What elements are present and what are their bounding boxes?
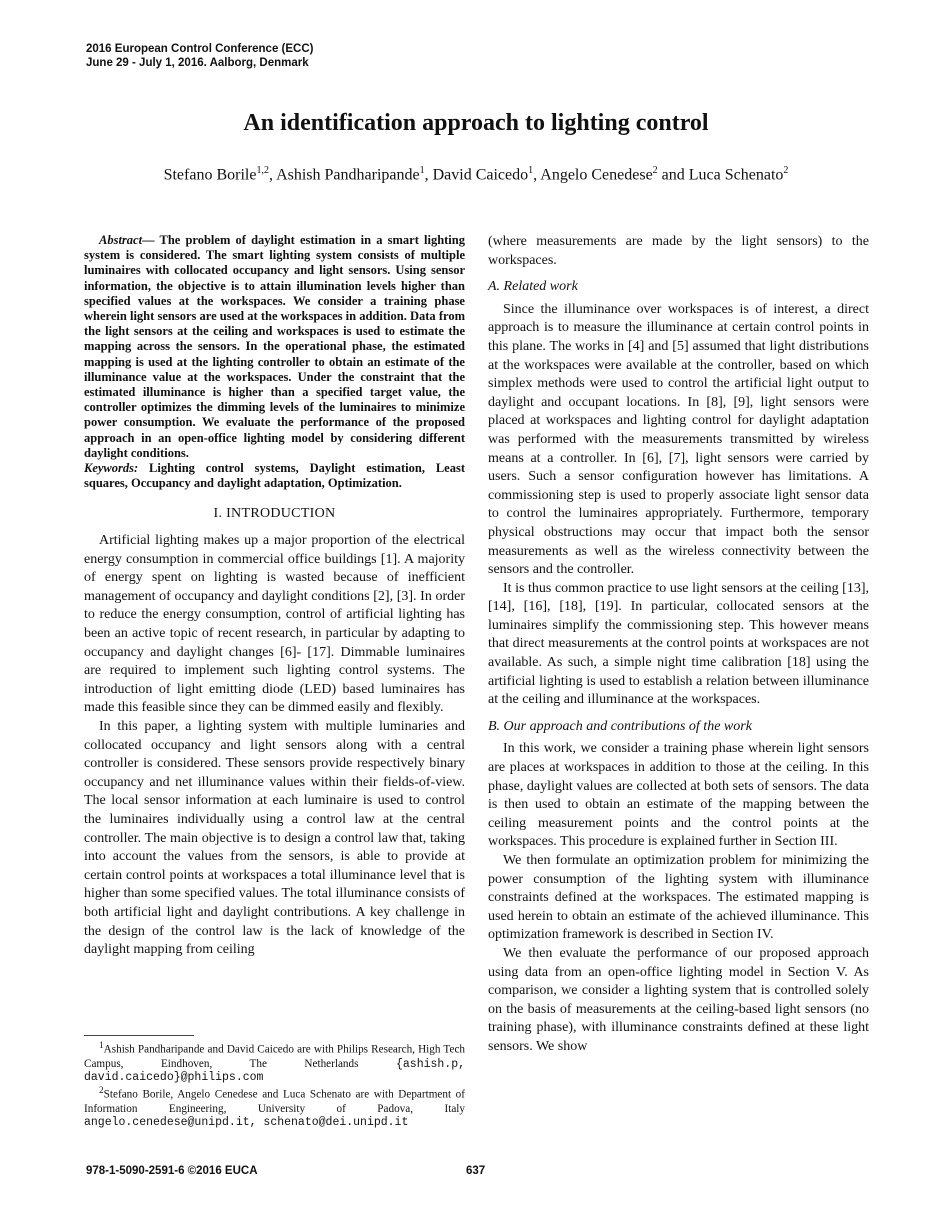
author-2-affil: 1 (419, 165, 425, 176)
section-heading-approach: B. Our approach and contributions of the work (488, 718, 752, 734)
section-heading-related-work: A. Related work (488, 279, 578, 295)
footnote-rule (84, 1035, 194, 1036)
author-1-affil: 1,2 (256, 165, 269, 176)
keywords (84, 461, 465, 491)
approach-paragraph-1: In this work, we consider a training phase wherein light sensors are places at workspaces in addition to those at the ceiling. In this phase, daylight values are collected at both sets of sensors. The data is then used to obtain an estimate of the mapping between the ceiling measurement points and the control points at the workspaces. This procedure is explained further in Section III. (488, 741, 869, 850)
author-1: Stefano Borile (163, 166, 257, 184)
left-column (84, 233, 465, 960)
author-sep: , (424, 166, 433, 184)
intro-paragraph-2-cont: (where measurements are made by the light sensors) to the workspaces. (488, 234, 869, 268)
footnote-1-mark: 1 (99, 1041, 104, 1051)
abstract-text: — The problem of daylight estimation in a smart lighting system is considered. The smart lighting system consists of multiple luminaires with collocated occupancy and light sensors. Using sensor information, the objective is to attain illumination levels higher than specified values at the workspaces. We consider a training phase wherein light sensors are used at the workspaces in addition. Data from the light sensors at the ceiling and workspaces is used to estimate the mapping across the sensors. In the operational phase, the estimated mapping is used at the lighting controller to obtain an estimate of the illuminance value at the workspaces. Under the constraint that the estimated illuminance is higher than a specified target value, the controller optimizes the dimming levels of the luminaires to minimize power consumption. We evaluate the performance of the proposed approach in an open-office lighting model by considering different daylight conditions. (84, 233, 465, 460)
keywords-label: Keywords: (84, 461, 139, 476)
footnotes (84, 1040, 465, 1130)
abstract-label: Abstract (99, 233, 143, 247)
author-sep: , (533, 166, 541, 184)
footer-isbn: 978-1-5090-2591-6 ©2016 EUCA (86, 1165, 258, 1177)
related-paragraph-2: It is thus common practice to use light sensors at the ceiling [13], [14], [16], [18], [19]. In particular, collocated sensors at the luminaires simplify the commissioning step. This however means that direct measurements at the control points at workspaces are not available. As such, a simple night time calibration [18] using the artificial lighting is used to establish a relation between illuminance at the ceiling and illuminance at the workspaces. (488, 580, 869, 708)
intro-paragraph-1: Artificial lighting makes up a major proportion of the electrical energy consumption in commercial office buildings [1]. A majority of energy spent on lighting is wasted because of inefficient management of occupancy and daylight conditions [2], [3]. In order to reduce the energy consumption, control of artificial lighting has been an active topic of recent research, in particular by adapting to occupancy and daylight changes [6]- [17]. Dimmable luminaires are required to implement such lighting control systems. The introduction of light emitting diode (LED) based luminaires has made this feasible since they can be dimmed easily and flexibly. (84, 533, 465, 716)
related-paragraph-1: Since the illuminance over workspaces is of interest, a direct approach is to measure the illuminance at certain control points in this plane. The works in [4] and [5] assumed that light distributions at the workspaces were available at the controller, based on which simplex methods were used to control the artificial light output to daylight and occupant locations. In [8], [9], light sensors were placed at workspaces and lighting control for daylight adaptation was performed with the measurements transmitted by wireless means at a controller. In [6], [7], light sensors were carried by users. Such a sensor configuration however has limitations. A commissioning step is used to properly associate light sensor data to control the luminaires appropriately. Furthermore, temporary physical obstructions may occur that impact both the sensor measurements as well as the wireless connectivity between the sensors and the controller. (488, 301, 869, 578)
footnote-2-text: Stefano Borile, Angelo Cenedese and Luca Schenato are with Department of Information Engineering, University of Padova, Italy (84, 1088, 465, 1115)
intro-paragraph-2: In this paper, a lighting system with multiple luminaries and collocated occupancy and light sensors along with a central controller is considered. These sensors provide respectively binary occupancy and net illuminance values within their fields-of-view. The local sensor information at each luminaire is used to control the luminaires individually using a control law at the central controller. The main objective is to design a control law that, taking into account the values from the sensors, is able to provide at certain control points at workspaces a total illuminance level that is higher than some specified values. The total illuminance consists of both artificial light and daylight contributions. A key challenge in the design of the control law is the lack of knowledge of the daylight mapping from ceiling (84, 718, 465, 958)
right-column (488, 233, 869, 1057)
author-and: and (657, 166, 689, 184)
footnote-1-email: {ashish.p, david.caicedo}@philips.com (84, 1057, 465, 1085)
abstract (84, 233, 465, 461)
section-heading-introduction: I. INTRODUCTION (213, 506, 336, 522)
author-3-affil: 1 (528, 165, 534, 176)
conference-dates: June 29 - July 1, 2016. Aalborg, Denmark (86, 57, 309, 69)
footnote-1 (84, 1040, 465, 1085)
conference-header (86, 42, 313, 70)
author-5-affil: 2 (783, 165, 789, 176)
conference-name: 2016 European Control Conference (ECC) (86, 43, 314, 55)
footnote-2-email: angelo.cenedese@unipd.it, schenato@dei.unipd.it (84, 1116, 409, 1130)
footnote-2-mark: 2 (99, 1086, 104, 1097)
author-4: Angelo Cenedese (540, 166, 653, 184)
keywords-text: Lighting control systems, Daylight estimation, Least squares, Occupancy and daylight adaptation, Optimization. (84, 461, 465, 491)
author-4-affil: 2 (652, 165, 658, 176)
approach-paragraph-2: We then formulate an optimization problem for minimizing the power consumption of the lighting system with illuminance constraints defined at the workspaces. The estimated mapping is used herein to obtain an estimate of the achieved illuminance. This optimization framework is described in Section IV. (488, 853, 869, 943)
footnote-1-text: Ashish Pandharipande and David Caicedo are with Philips Research, High Tech Campus, Eindhoven, The Netherlands (84, 1043, 465, 1070)
author-2: Ashish Pandharipande (276, 166, 420, 184)
author-5: Luca Schenato (688, 166, 784, 184)
footnote-2 (84, 1085, 465, 1130)
author-list (0, 165, 952, 184)
paper-title: An identification approach to lighting control (243, 110, 709, 136)
approach-paragraph-3: We then evaluate the performance of our proposed approach using data from an open-office lighting model in Section V. As comparison, we consider a lighting system that is controlled solely on the basis of measurements at the ceiling-based light sensors (no training phase), with illuminance constraints defined at these light sensors. We show (488, 945, 869, 1054)
author-sep: , (268, 166, 277, 184)
footer-page-number: 637 (466, 1165, 486, 1177)
author-3: David Caicedo (432, 166, 529, 184)
